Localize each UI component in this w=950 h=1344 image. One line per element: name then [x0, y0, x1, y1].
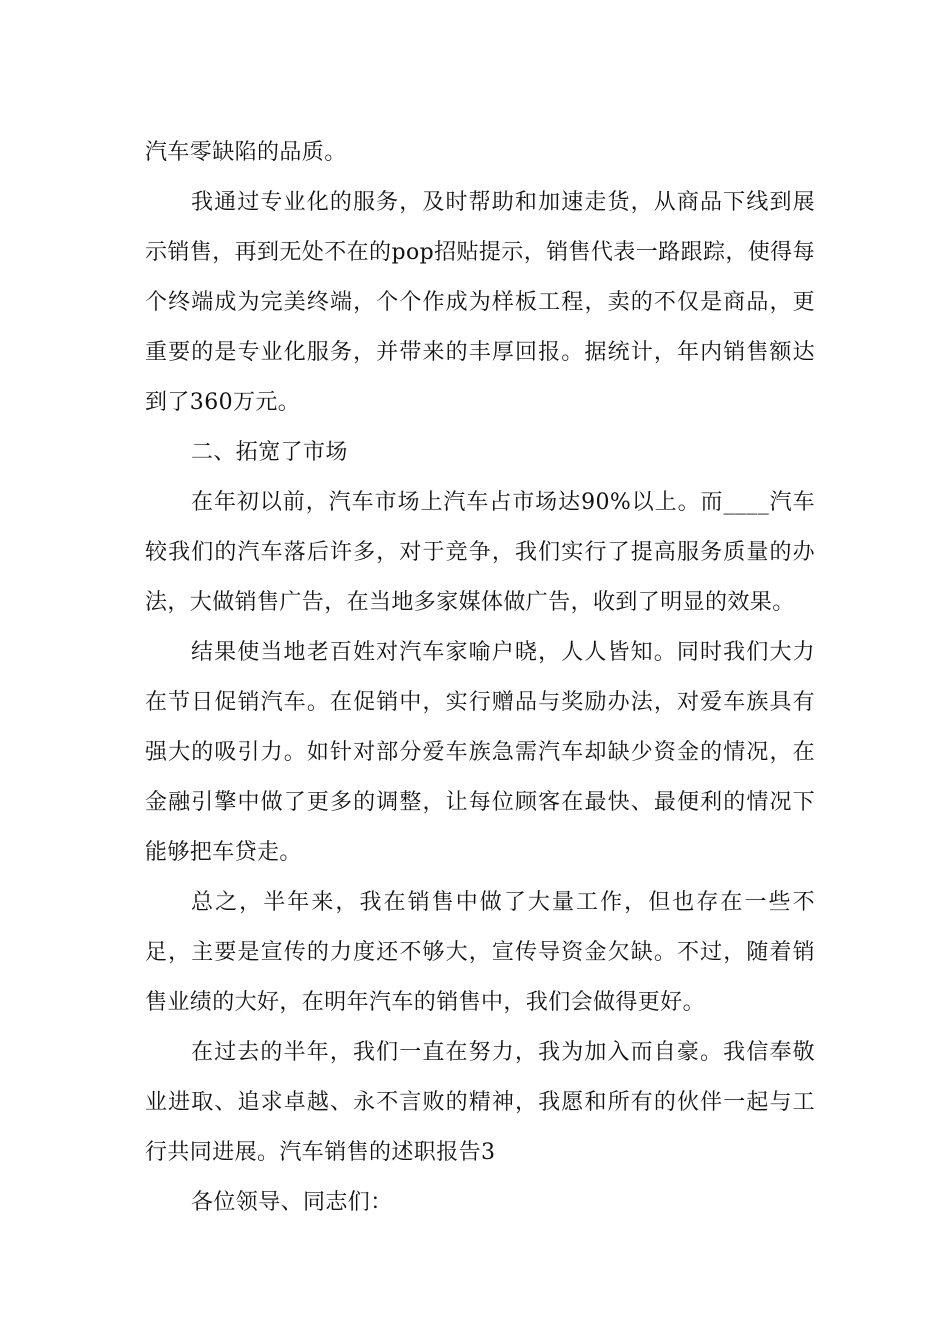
section-heading-market: 二、拓宽了市场 — [191, 440, 348, 465]
paragraph-promotion: 结果使当地老百姓对汽车家喻户晓，人人皆知。同时我们大力在节日促销汽车。在促销中，实行赠品与奖励办法，对爱车族具有强大的吸引力。如针对部分爱车族急需汽车却缺少资金的情况，在金融引擎中做了更多的调整，让每位顾客在最快、最便利的情况下能够把车贷走。 — [145, 640, 815, 865]
paragraph-continuation: 汽车零缺陷的品质。 — [145, 140, 347, 165]
paragraph-summary: 总之，半年来，我在销售中做了大量工作，但也存在一些不足，主要是宣传的力度还不够大，宣传导资金欠缺。不过，随着销售业绩的大好，在明年汽车的销售中，我们会做得更好。 — [145, 890, 815, 1015]
paragraph-salutation: 各位领导、同志们： — [191, 1190, 393, 1215]
document-body — [145, 128, 815, 1228]
paragraph-market-share: 在年初以前，汽车市场上汽车占市场达90%以上。而____汽车较我们的汽车落后许多，对于竞争，我们实行了提高服务质量的办法，大做销售广告，在当地多家媒体做广告，收到了明显的效果。 — [145, 490, 815, 615]
paragraph-service: 我通过专业化的服务，及时帮助和加速走货，从商品下线到展示销售，再到无处不在的pop招贴提示，销售代表一路跟踪，使得每个终端成为完美终端，个个作成为样板工程，卖的不仅是商品，更重要的是专业化服务，并带来的丰厚回报。据统计，年内销售额达到了360万元。 — [145, 190, 815, 415]
paragraph-conclusion: 在过去的半年，我们一直在努力，我为加入而自豪。我信奉敬业进取、追求卓越、永不言败的精神，我愿和所有的伙伴一起与工行共同进展。汽车销售的述职报告3 — [145, 1040, 815, 1165]
